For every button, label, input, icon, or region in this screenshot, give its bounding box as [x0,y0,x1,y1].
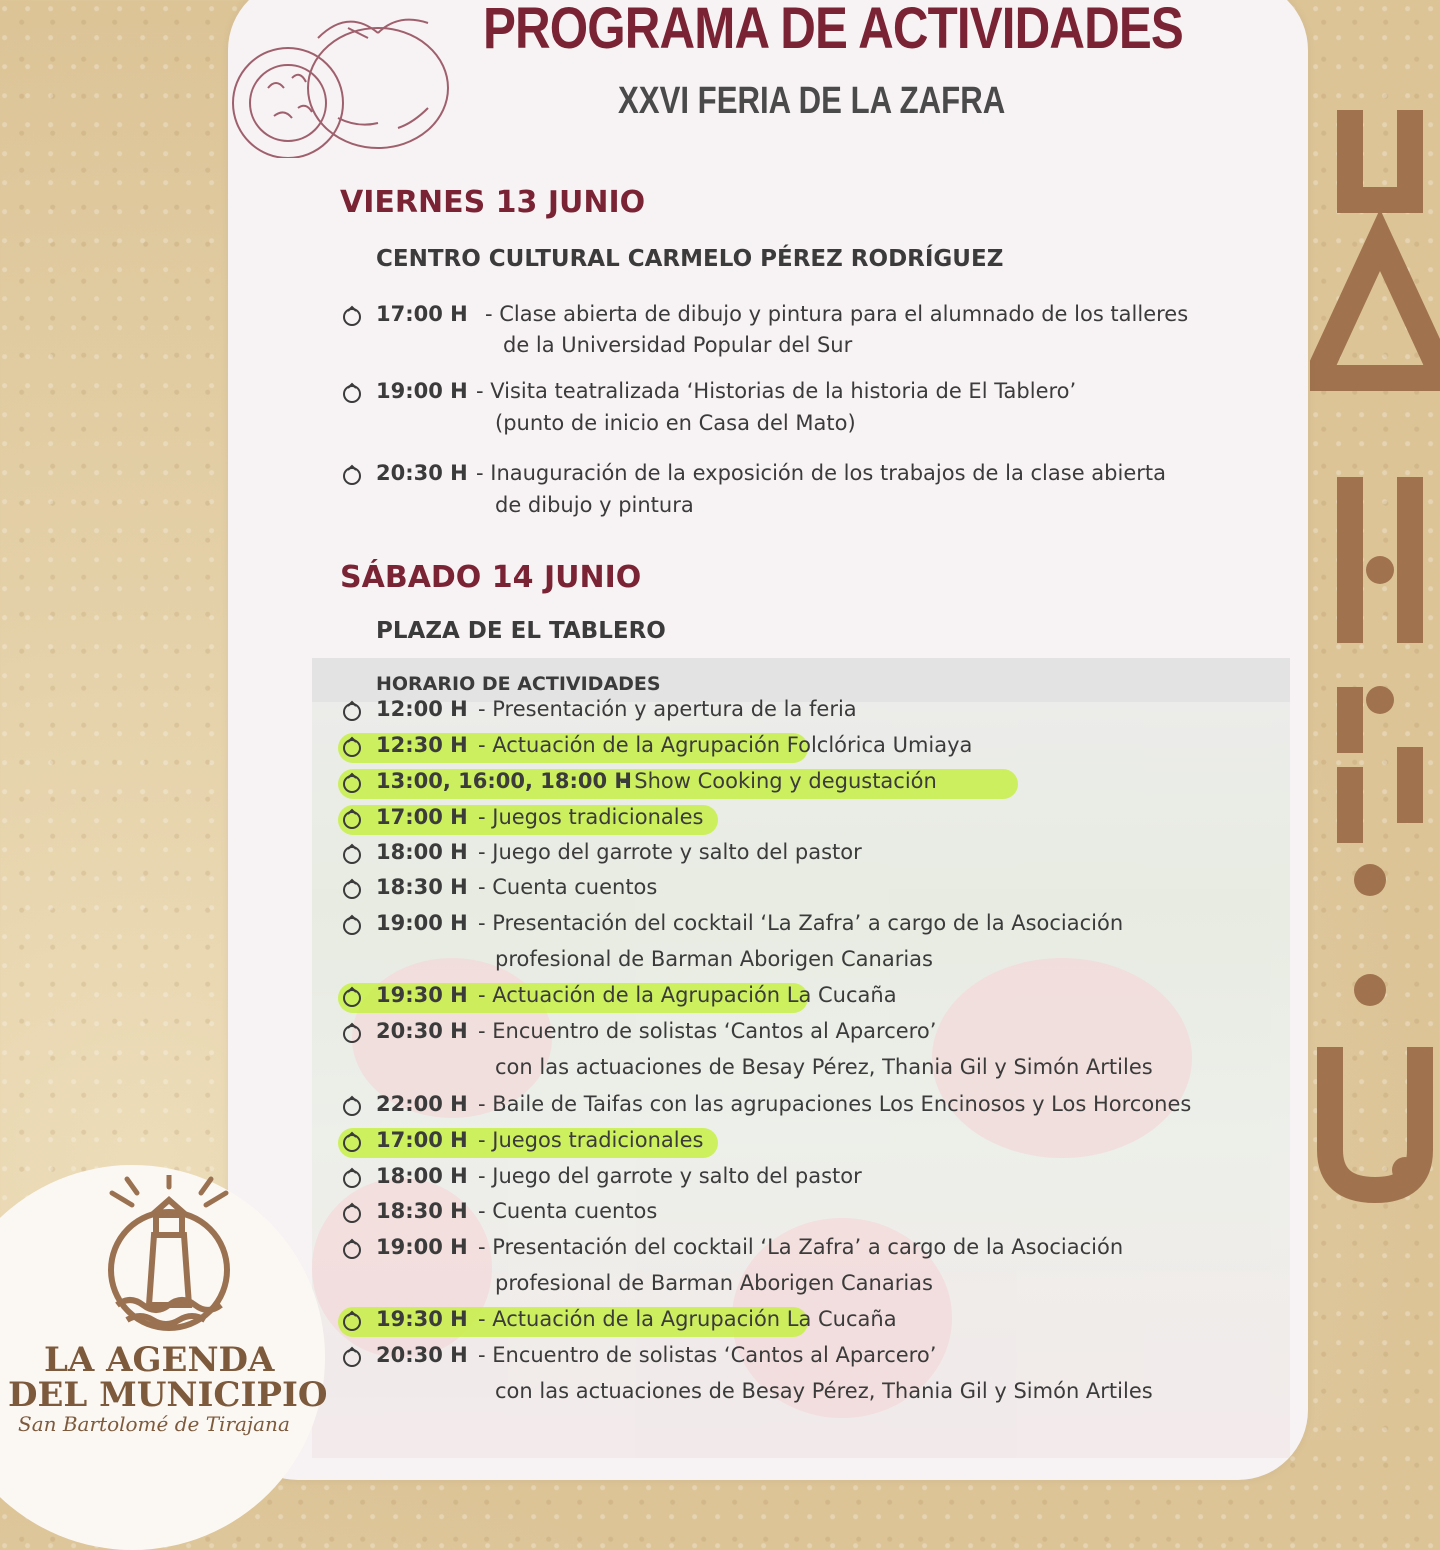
logo-title-line1: LA AGENDA [44,1340,275,1380]
saturday-venue: PLAZA DE EL TABLERO [376,618,666,644]
event-description: - Juego del garrote y salto del pastor [478,840,862,864]
event-time: 18:30 H [376,1199,468,1223]
logo-tagline: San Bartolomé de Tirajana [18,1412,290,1436]
decorative-pictogram [1310,110,1440,1220]
event-time: 18:00 H [376,1164,468,1188]
clock-icon [340,736,364,758]
clock-icon [340,464,364,486]
event-time: 19:00 H [376,1235,468,1259]
event-time: 20:30 H [376,461,468,485]
clock-icon [340,1202,364,1224]
clock-icon [340,1310,364,1332]
clock-icon [340,1346,364,1368]
event-description-cont: de la Universidad Popular del Sur [503,333,853,357]
event-description: - Juego del garrote y salto del pastor [478,1164,862,1188]
clock-icon [340,843,364,865]
event-description: profesional de Barman Aborigen Canarias [495,1271,933,1295]
event-time: 22:00 H [376,1092,468,1116]
event-description: - Presentación del cocktail ‘La Zafra’ a cargo de la Asociación [478,911,1124,935]
event-description: - Juegos tradicionales [478,805,704,829]
event-description-cont: (punto de inicio en Casa del Mato) [495,411,856,435]
event-description: - Inauguración de la exposición de los trabajos de la clase abierta [476,461,1166,485]
event-time: 19:30 H [376,983,468,1007]
clock-icon [340,1238,364,1260]
clock-icon [340,772,364,794]
clock-icon [340,700,364,722]
event-description: - Baile de Taifas con las agrupaciones Los Encinosos y Los Horcones [478,1092,1192,1116]
event-description: - Cuenta cuentos [478,875,658,899]
event-description: - Encuentro de solistas ‘Cantos al Aparcero’ [478,1019,937,1043]
page-title: PROGRAMA DE ACTIVIDADES [483,0,1183,61]
event-description: - Clase abierta de dibujo y pintura para el alumnado de los talleres [485,302,1189,326]
friday-venue: CENTRO CULTURAL CARMELO PÉREZ RODRÍGUEZ [376,246,1004,272]
event-time: 17:00 H [376,805,468,829]
program-card [228,0,1308,1480]
clock-icon [340,1022,364,1044]
event-time: 17:00 H [376,302,468,326]
event-description: - Juegos tradicionales [478,1128,704,1152]
event-time: 18:00 H [376,840,468,864]
clock-icon [340,1131,364,1153]
event-description: - Actuación de la Agrupación La Cucaña [478,1307,897,1331]
event-description: - Show Cooking y degustación [620,769,937,793]
event-description-cont: de dibujo y pintura [495,493,694,517]
clock-icon [340,808,364,830]
schedule-label: HORARIO DE ACTIVIDADES [376,673,661,695]
event-time: 18:30 H [376,875,468,899]
clock-icon [340,382,364,404]
clock-icon [340,878,364,900]
clock-icon [340,914,364,936]
lighthouse-icon [82,1175,257,1335]
event-description: - Presentación del cocktail ‘La Zafra’ a cargo de la Asociación [478,1235,1124,1259]
clock-icon [340,1167,364,1189]
event-description: - Actuación de la Agrupación La Cucaña [478,983,897,1007]
clock-icon [340,1095,364,1117]
logo-title-line2: DEL MUNICIPIO [8,1375,328,1415]
event-description: - Visita teatralizada ‘Historias de la historia de El Tablero’ [476,379,1077,403]
event-time: 19:00 H [376,379,468,403]
event-description: - Cuenta cuentos [478,1199,658,1223]
event-time: 17:00 H [376,1128,468,1152]
event-description: profesional de Barman Aborigen Canarias [495,947,933,971]
event-time: 19:00 H [376,911,468,935]
event-time: 12:30 H [376,733,468,757]
event-time: 20:30 H [376,1019,468,1043]
event-description: - Actuación de la Agrupación Folclórica Umiaya [478,733,973,757]
event-description: - Presentación y apertura de la feria [478,697,857,721]
clock-icon [340,305,364,327]
event-time: 20:30 H [376,1343,468,1367]
event-description: - Encuentro de solistas ‘Cantos al Aparcero’ [478,1343,937,1367]
clock-icon [340,986,364,1008]
event-description: con las actuaciones de Besay Pérez, Thania Gil y Simón Artiles [495,1379,1153,1403]
event-time: 13:00, 16:00, 18:00 H [376,769,632,793]
event-time: 19:30 H [376,1307,468,1331]
tomato-illustration [228,8,458,158]
event-description: con las actuaciones de Besay Pérez, Thania Gil y Simón Artiles [495,1055,1153,1079]
event-time: 12:00 H [376,697,468,721]
saturday-heading: SÁBADO 14 JUNIO [340,560,642,595]
friday-heading: VIERNES 13 JUNIO [340,185,646,220]
page-subtitle: XXVI FERIA DE LA ZAFRA [618,80,1006,122]
